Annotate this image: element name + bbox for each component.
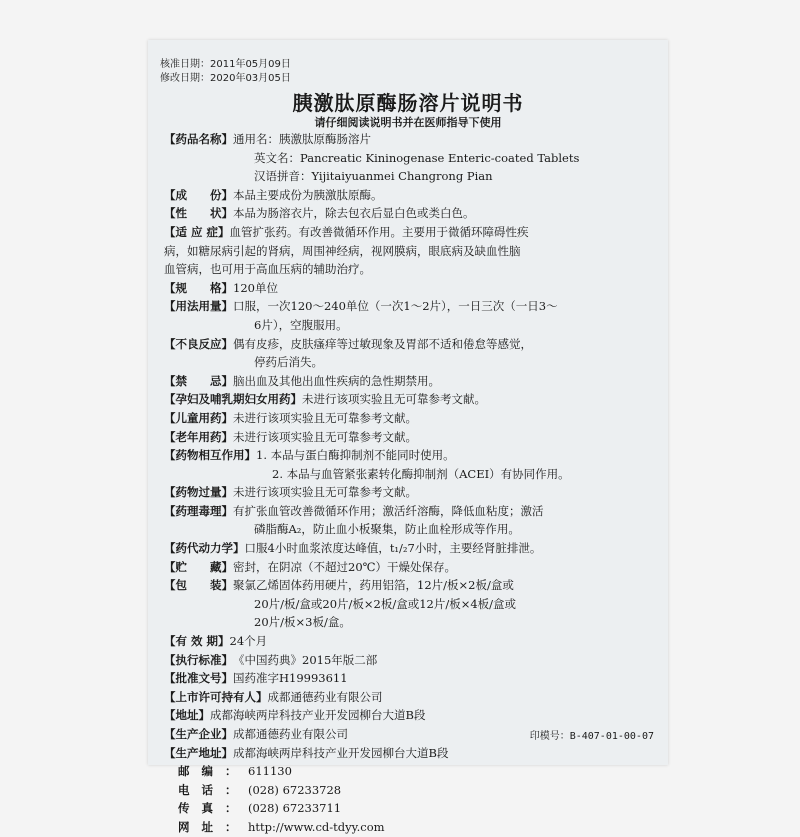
- section-text-line: 20片/板/盒或20片/板×2板/盒或12片/板×4板/盒或: [254, 596, 517, 611]
- section-text: 未进行该项实验且无可靠参考文献。: [233, 485, 417, 500]
- contraindications-section: [164, 372, 656, 391]
- section-label: 【老年用药】: [164, 429, 233, 444]
- document-title: 胰激肽原酶肠溶片说明书: [292, 91, 524, 115]
- section-label: 【批准文号】: [164, 671, 233, 686]
- description-section: [164, 204, 656, 223]
- pediatric-section: [164, 409, 656, 428]
- section-text-line: 磷脂酶A₂，防止血小板聚集，防止血栓形成等作用。: [254, 522, 520, 537]
- section-text: 成都海峡两岸科技产业开发园柳台大道B段: [233, 745, 449, 760]
- section-text: 聚氯乙烯固体药用硬片，药用铝箔，12片/板×2板/盒或: [233, 578, 514, 593]
- section-label: 【有 效 期】: [164, 634, 230, 649]
- fax-label: 传真：: [178, 801, 249, 816]
- holder-section: [164, 688, 656, 707]
- standard-section: [164, 651, 656, 670]
- overdose-section: [164, 483, 656, 502]
- geriatric-section: [164, 428, 656, 447]
- section-text: 120单位: [233, 280, 278, 295]
- fax-row: [178, 799, 656, 818]
- section-text: 未进行该项实验且无可靠参考文献。: [233, 429, 417, 444]
- section-text: 密封，在阴凉（不超过20℃）干燥处保存。: [233, 559, 456, 574]
- postcode-label: 邮编：: [178, 764, 249, 779]
- section-label: 【药理毒理】: [164, 503, 233, 518]
- section-text: 本品为肠溶衣片，除去包衣后显白色或类白色。: [233, 206, 475, 221]
- section-text-line: 2. 本品与血管紧张素转化酶抑制剂（ACEI）有协同作用。: [272, 466, 570, 481]
- section-text: 脑出血及其他出血性疾病的急性期禁用。: [233, 373, 440, 388]
- section-text: 国药准字H19993611: [233, 671, 348, 686]
- package-section: [164, 576, 656, 595]
- modified-date: 修改日期：2020年03月05日: [160, 73, 291, 84]
- section-text: 本品主要成份为胰激肽原酶。: [233, 187, 383, 202]
- section-label: 【药物相互作用】: [164, 448, 256, 463]
- section-text: 偶有皮疹，皮肤瘙痒等过敏现象及胃部不适和倦怠等感觉，: [233, 336, 532, 351]
- fax-value: (028) 67233711: [248, 801, 342, 816]
- section-label: 【用法用量】: [164, 299, 233, 314]
- pinyin-name: 汉语拼音：Yijitaiyuanmei Changrong Pian: [254, 169, 493, 184]
- section-text: 未进行该项实验且无可靠参考文献。: [233, 410, 417, 425]
- section-text-line: 停药后消失。: [254, 355, 323, 370]
- validity-section: [164, 632, 656, 651]
- section-text: 口服4小时血浆浓度达峰值，t₁/₂7小时，主要经肾脏排泄。: [244, 541, 542, 556]
- package-insert-sheet: [148, 40, 668, 834]
- phone-label: 电话：: [178, 782, 249, 797]
- production-address-section: [164, 744, 656, 763]
- section-label: 【生产地址】: [164, 745, 233, 760]
- phone-row: [178, 781, 656, 800]
- section-label: 【上市许可持有人】: [164, 689, 268, 704]
- address-section: [164, 706, 656, 725]
- section-text: 成都海峡两岸科技产业开发园柳台大道B段: [210, 708, 426, 723]
- approval-date: 核准日期：2011年05月09日: [160, 59, 291, 70]
- section-label: 【地址】: [164, 708, 210, 723]
- pharmacokinetics-section: [164, 539, 656, 558]
- section-text-line: 6片），空腹服用。: [254, 317, 348, 332]
- section-text-line: 病，如糖尿病引起的肾病，周围神经病，视网膜病，眼底病及缺血性脑: [164, 243, 521, 258]
- section-text: 成都通德药业有限公司: [267, 689, 383, 704]
- section-text-line: 20片/板×3板/盒。: [254, 615, 351, 630]
- document-subtitle: 请仔细阅读说明书并在医师指导下使用: [314, 116, 502, 129]
- section-label: 【药物过量】: [164, 485, 233, 500]
- section-label: 【药代动力学】: [164, 541, 245, 556]
- section-label: 【性 状】: [164, 206, 233, 221]
- section-label: 【贮 藏】: [164, 559, 233, 574]
- storage-section: [164, 558, 656, 577]
- pharmacology-section: [164, 502, 656, 521]
- section-text: 有扩张血管改善微循环作用；激活纤溶酶，降低血粘度；激活: [233, 503, 544, 518]
- section-label: 【执行标准】: [164, 652, 233, 667]
- indications-section: [164, 223, 656, 242]
- section-text: 口服，一次120～240单位（一次1～2片），一日三次（一日3～: [233, 299, 558, 314]
- approval-section: [164, 669, 656, 688]
- section-text-line: 血管病，也可用于高血压病的辅助治疗。: [164, 262, 371, 277]
- section-label: 【规 格】: [164, 280, 233, 295]
- contact-block: [164, 762, 656, 836]
- section-text: 《中国药典》2015年版二部: [233, 652, 378, 667]
- section-label: 【不良反应】: [164, 336, 233, 351]
- section-text: 1. 本品与蛋白酶抑制剂不能同时使用。: [256, 448, 455, 463]
- adverse-section: [164, 335, 656, 354]
- strength-section: [164, 279, 656, 298]
- english-name: 英文名：Pancreatic Kininogenase Enteric-coated Tablets: [254, 150, 580, 165]
- section-label: 【生产企业】: [164, 727, 233, 741]
- section-text: 成都通德药业有限公司: [233, 727, 348, 741]
- website-row: [178, 818, 656, 837]
- interactions-section: [164, 446, 656, 465]
- date-block: [160, 58, 291, 86]
- section-text: 未进行该项实验且无可靠参考文献。: [302, 392, 486, 407]
- section-label: 【药品名称】: [164, 132, 233, 146]
- section-text: 血管扩张药。有改善微循环作用。主要用于微循环障碍性疾: [229, 224, 529, 239]
- generic-name: 通用名：胰激肽原酶肠溶片: [233, 132, 371, 146]
- section-label: 【儿童用药】: [164, 410, 233, 425]
- section-text: 24个月: [229, 634, 268, 649]
- drug-name-section: [164, 130, 656, 149]
- postcode-value: 611130: [248, 764, 292, 779]
- section-label: 【包 装】: [164, 578, 233, 593]
- website-value: http://www.cd-tdyy.com: [248, 819, 385, 834]
- postcode-row: [178, 762, 656, 781]
- print-code: 印模号：B-407-01-00-07: [529, 731, 654, 742]
- composition-section: [164, 186, 656, 205]
- dosage-section: [164, 297, 656, 316]
- section-label: 【孕妇及哺乳期妇女用药】: [164, 392, 302, 407]
- website-label: 网址：: [178, 819, 249, 834]
- section-label: 【成 份】: [164, 187, 233, 202]
- section-label: 【禁 忌】: [164, 373, 233, 388]
- pregnancy-section: [164, 390, 656, 409]
- section-label: 【适 应 症】: [164, 224, 230, 239]
- phone-value: (028) 67233728: [248, 782, 342, 797]
